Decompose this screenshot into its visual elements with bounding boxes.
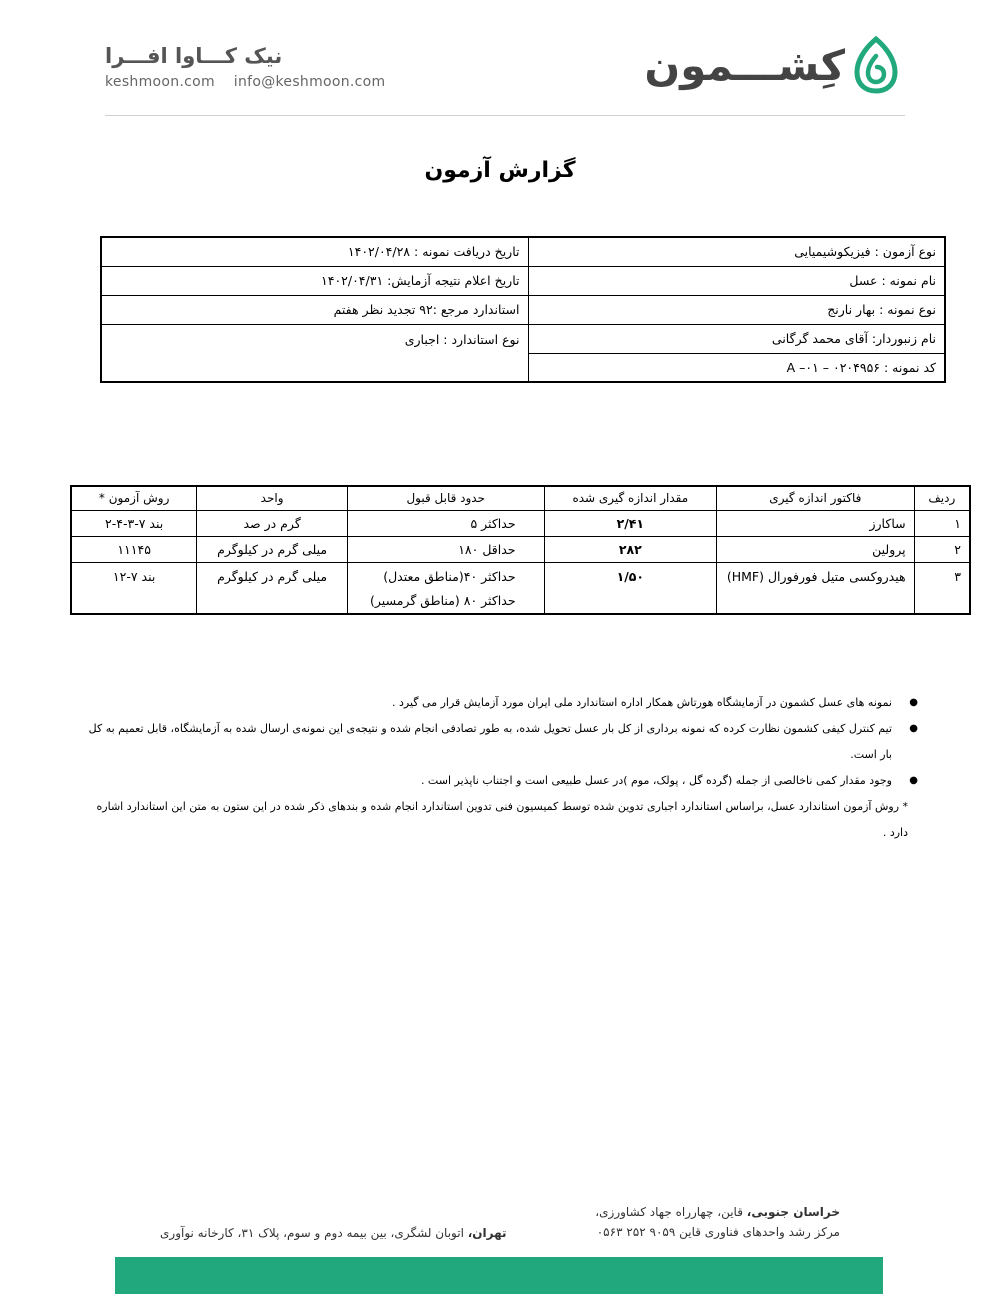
table-row [101, 237, 945, 266]
factor-cell: ساکارز [717, 510, 915, 536]
footer-address-south-khorasan [595, 1202, 840, 1242]
value-cell: ۲/۴۱ [544, 510, 717, 536]
footer-accent-bar [115, 1257, 883, 1294]
address-text: اتوبان لشگری، بین بیمه دوم و سوم، پلاک ۳۱، کارخانه نوآوری [160, 1226, 468, 1240]
keshmoon-leaf-logo-icon [853, 36, 899, 94]
limit-line: حداکثر ۸۰ (مناطق گرمسیر) [370, 592, 516, 608]
table-header-row [71, 486, 970, 510]
note-item: ● وجود مقدار کمی ناخالصی از جمله (گرده گل ، پولک، موم )در عسل طبیعی است و اجتناب ناپذیر است . [80, 768, 920, 794]
address-text: قاین، چهارراه جهاد کشاورزی، [595, 1205, 747, 1219]
sample-info-table [100, 236, 946, 383]
unit-cell: میلی گرم در کیلوگرم [197, 536, 348, 562]
value-cell: ۱/۵۰ [544, 562, 717, 614]
row-index: ۱ [914, 510, 970, 536]
info-cell: نوع نمونه : بهار نارنج [528, 295, 945, 324]
limit-cell [347, 562, 544, 614]
value-cell: ۲۸۲ [544, 536, 717, 562]
limit-cell: حداقل ۱۸۰ [347, 536, 544, 562]
company-info [105, 44, 386, 90]
info-cell: نوع آزمون : فیزیکوشیمیایی [528, 237, 945, 266]
method-cell: ۱۱۱۴۵ [71, 536, 197, 562]
row-index: ۳ [914, 562, 970, 614]
notes-section [80, 690, 920, 846]
column-header: فاکتور اندازه گیری [717, 486, 915, 510]
address-region: خراسان جنوبی، [746, 1205, 840, 1219]
row-index: ۲ [914, 536, 970, 562]
footer-address-tehran [160, 1226, 507, 1240]
table-row [101, 266, 945, 295]
unit-cell: گرم در صد [197, 510, 348, 536]
method-footnote: * روش آزمون استاندارد عسل، براساس استاندارد اجباری تدوین شده توسط کمیسیون فنی تدوین استاندارد انجام شده و بندهای ذکر شده در این ستون به متن این استاندارد اشاره دارد . [96, 800, 908, 839]
info-cell: تاریخ دریافت نمونه : ۱۴۰۲/۰۴/۲۸ [101, 237, 528, 266]
table-row [71, 510, 970, 536]
info-cell: نوع استاندارد : اجباری [101, 324, 528, 382]
factor-cell: هیدروکسی متیل فورفورال (HMF) [717, 562, 915, 614]
table-row [71, 562, 970, 614]
table-row [71, 536, 970, 562]
address-line: مرکز رشد واحدهای فناوری قاین ۹۰۵۹ ۲۵۲ ۰۵۶۳ [596, 1225, 840, 1239]
info-cell: نام زنبوردار: آقای محمد گرگانی [528, 324, 945, 353]
info-cell: نام نمونه : عسل [528, 266, 945, 295]
brand-name: کِشـــمون [644, 40, 845, 90]
note-item: ● نمونه های عسل کشمون در آزمایشگاه هورتاش همکار اداره استاندارد ملی ایران مورد آزمایش قرار می گیرد . [80, 690, 920, 716]
website-link[interactable]: keshmoon.com [105, 74, 215, 90]
table-row [101, 295, 945, 324]
column-header: مقدار اندازه گیری شده [544, 486, 717, 510]
column-header: حدود قابل قبول [347, 486, 544, 510]
results-table [70, 485, 971, 615]
info-cell: کد نمونه : ۰۲۰۴۹۵۶ – ۰۱– A [528, 353, 945, 382]
limit-cell: حداکثر ۵ [347, 510, 544, 536]
info-cell: تاریخ اعلام نتیجه آزمایش: ۱۴۰۲/۰۴/۳۱ [101, 266, 528, 295]
note-item: ● تیم کنترل کیفی کشمون نظارت کرده که نمونه برداری از کل بار عسل تحویل شده، به طور تصادفی انجام شده و نتیجه‌ی این نمونه‌ی ارسال شده به آزمایشگاه، قابل تعمیم به کل بار است. [80, 716, 920, 768]
address-line [595, 1202, 840, 1222]
letterhead [105, 30, 905, 116]
info-cell: استاندارد مرجع :۹۲ تجدید نظر هفتم [101, 295, 528, 324]
method-cell: بند ۷-۱۲ [71, 562, 197, 614]
company-contact [105, 74, 386, 90]
footer [160, 1202, 840, 1252]
company-name: نیک کـــاوا افـــرا [105, 44, 283, 68]
limit-line: حداکثر ۴۰(مناطق معتدل) [383, 568, 516, 584]
report-title: گزارش آزمون [424, 158, 576, 183]
notes-list [80, 690, 920, 794]
unit-cell: میلی گرم در کیلوگرم [197, 562, 348, 614]
column-header: ردیف [914, 486, 970, 510]
factor-cell: پرولین [717, 536, 915, 562]
method-cell: بند ۷-۳-۴-۲ [71, 510, 197, 536]
email-link[interactable]: info@keshmoon.com [233, 74, 386, 90]
column-header: واحد [197, 486, 348, 510]
column-header: روش آزمون * [71, 486, 197, 510]
table-row [101, 324, 945, 353]
address-region: تهران، [467, 1226, 507, 1240]
brand [644, 36, 899, 94]
